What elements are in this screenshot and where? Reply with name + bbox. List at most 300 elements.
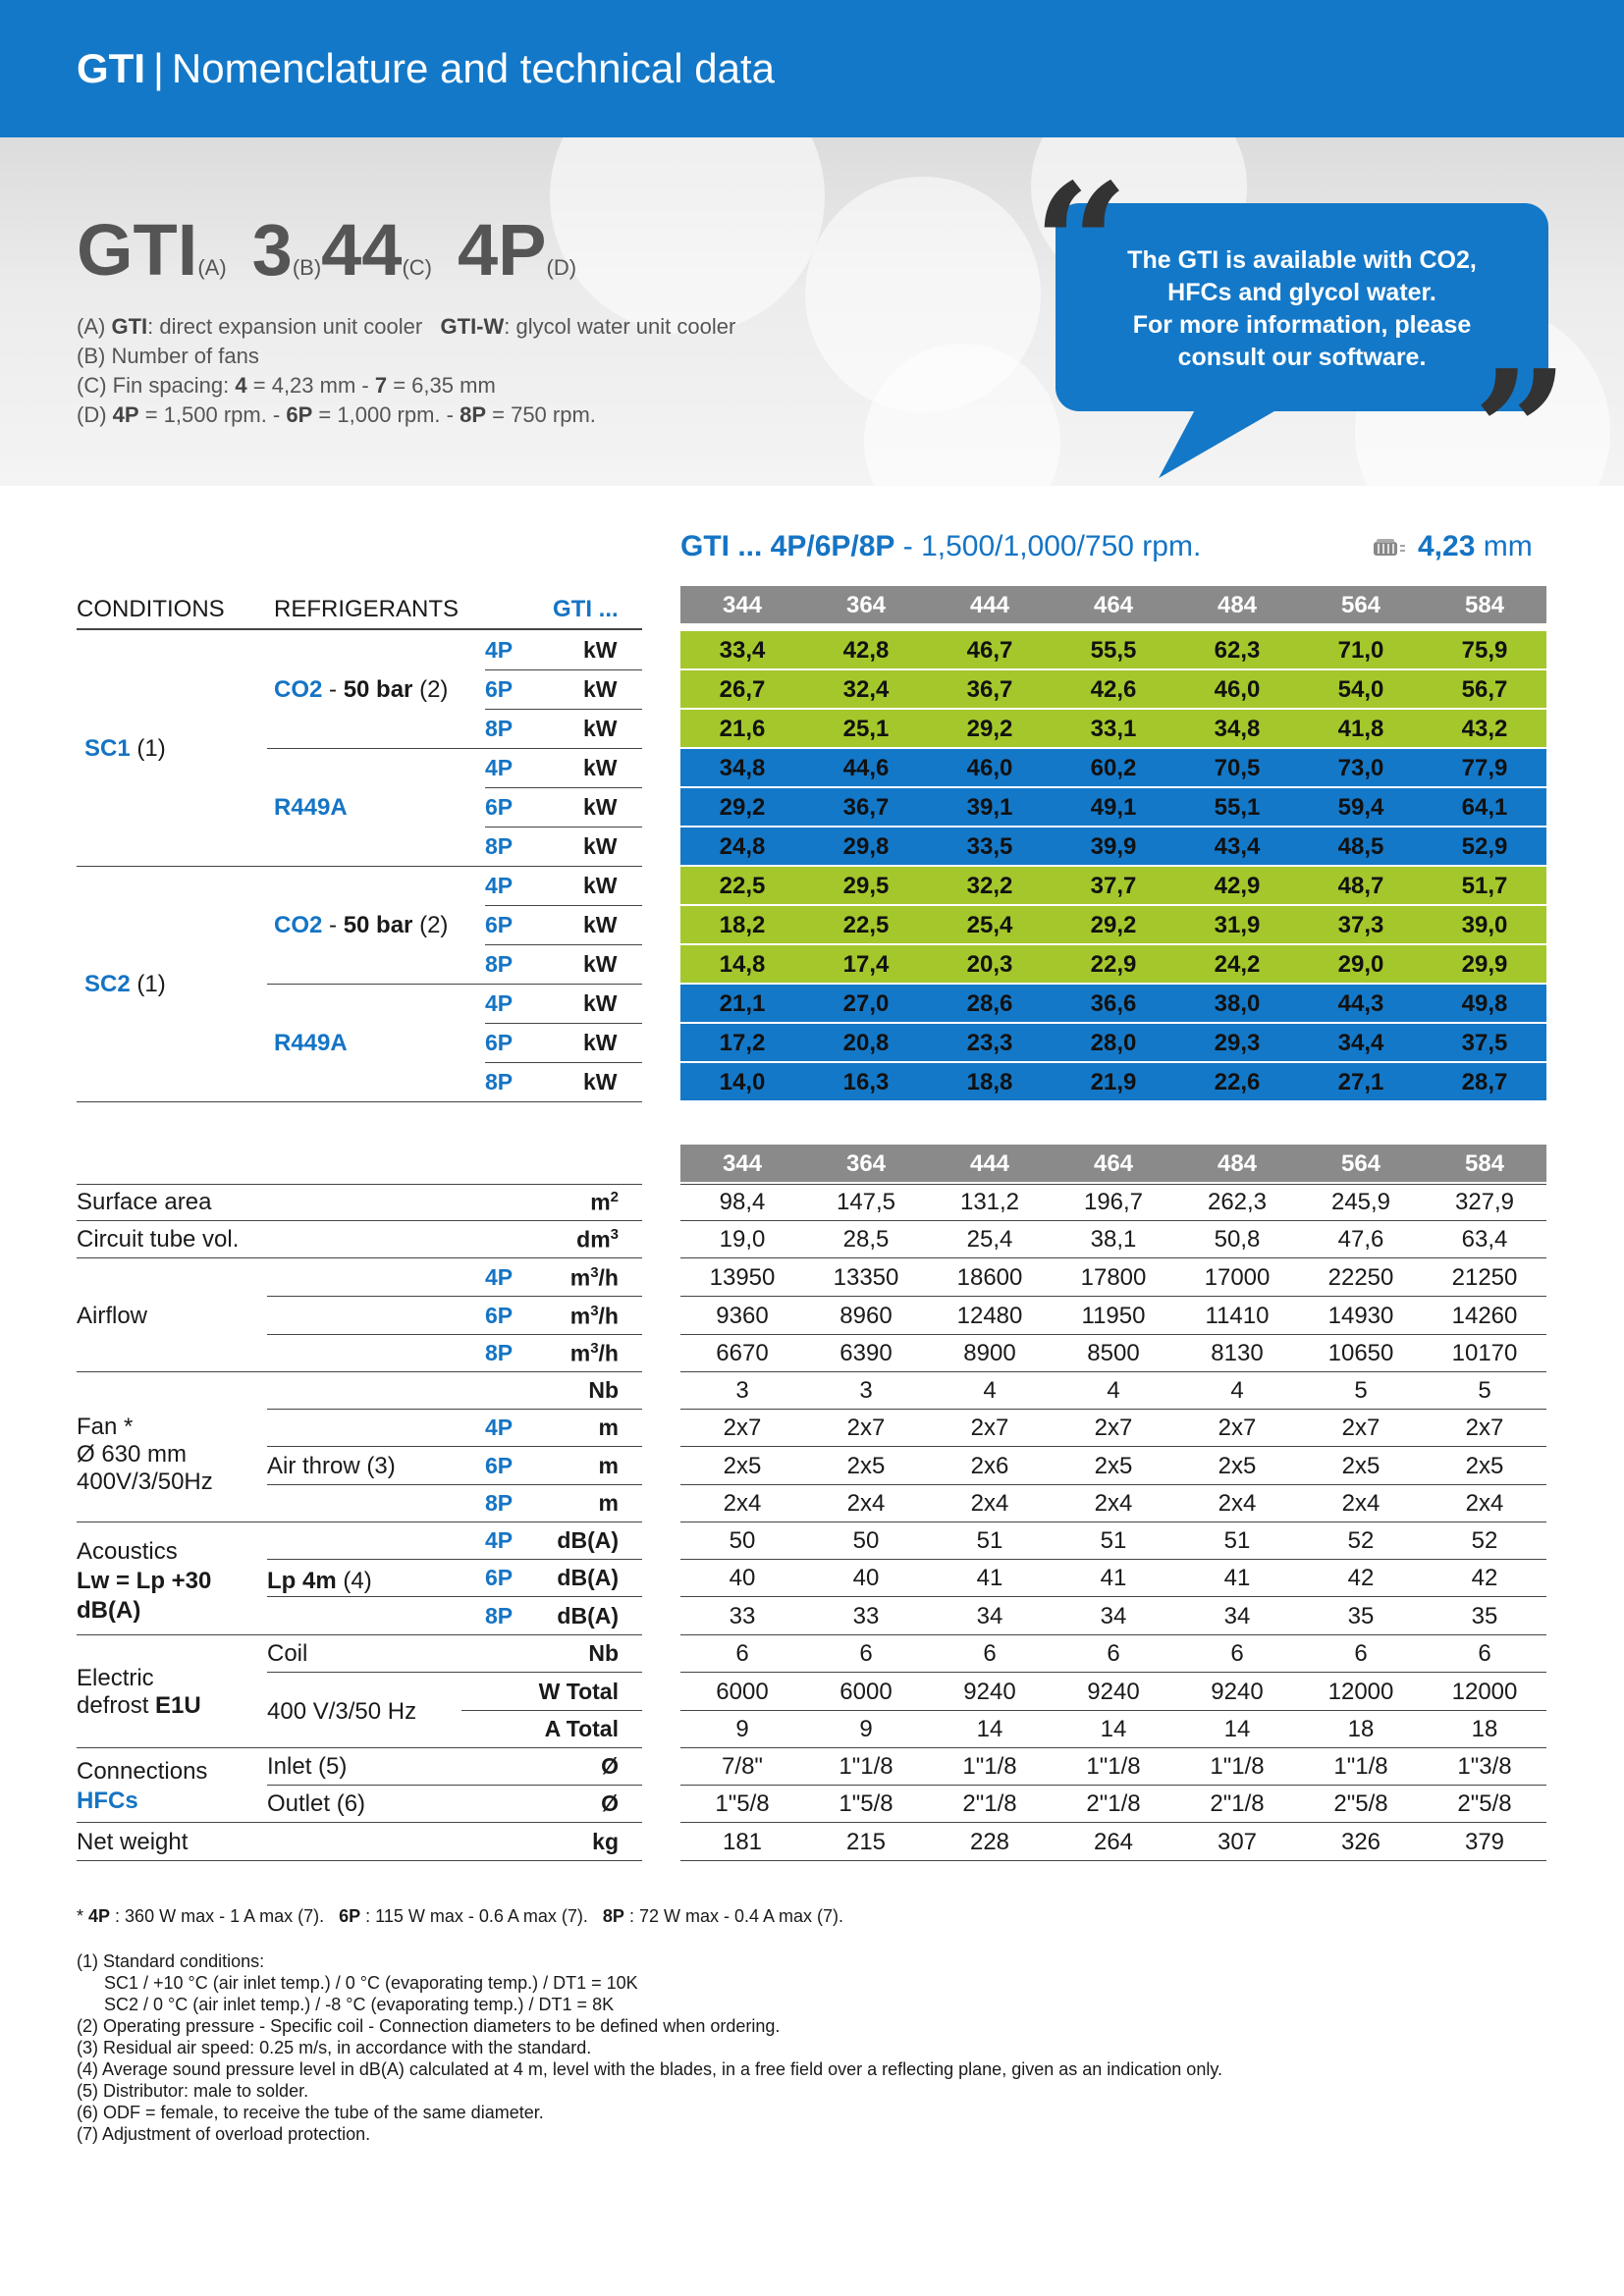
spec-value: 10650 [1327,1340,1394,1366]
capacity-value: 41,8 [1337,716,1384,742]
unit-text: Ø [601,1753,619,1779]
speed-label: 8P [485,1603,514,1629]
fan-label-line: Ø 630 mm [77,1441,188,1468]
speed-label: 6P [485,794,514,820]
capacity-value: 60,2 [1090,755,1137,781]
unit-label [471,1716,619,1742]
spec-value: 6 [983,1640,997,1667]
unit-text: m [598,1415,619,1440]
capacity-value: 18,2 [719,912,766,938]
capacity-value: 32,4 [842,676,890,703]
speed-label: 8P [485,1490,514,1516]
capacity-value: 46,7 [966,637,1013,664]
spec-top-line-left [77,1184,642,1185]
unit-label: kW [583,637,618,663]
speed-label: 4P [485,1415,514,1440]
refrigerant-part: - [322,912,344,938]
spec-value: 2x4 [1218,1490,1257,1517]
unit-text: Nb [588,1640,619,1666]
row-divider [485,1023,642,1024]
spec-value: 6000 [839,1679,893,1705]
capacity-value: 25,1 [842,716,890,742]
model-header: 344 [722,1150,763,1177]
capacity-value: 36,7 [966,676,1013,703]
capacity-value: 55,1 [1214,794,1261,821]
spec-divider-right [680,1334,1546,1335]
capacity-row [680,710,1546,747]
spec-divider-left [77,1860,642,1861]
spec-value: 33 [729,1603,756,1629]
footnotes [77,1950,1222,2145]
capacity-value: 39,0 [1461,912,1508,938]
unit-text: m [598,1453,619,1478]
defrost-part: E1U [155,1692,201,1719]
spec-value: 2x7 [1094,1415,1133,1441]
lp-label [267,1568,372,1595]
spec-values [680,1640,1546,1670]
speed-label: 4P [485,755,514,780]
spec-value: 1"1/8 [839,1753,893,1780]
spec-label: Surface area [77,1189,212,1215]
capacity-value: 39,9 [1090,833,1137,860]
capacity-value: 46,0 [966,755,1013,781]
spec-divider-left [77,1747,642,1748]
fan-label-line: 400V/3/50Hz [77,1468,213,1495]
spec-values [680,1264,1546,1294]
spec-divider-left [77,1220,642,1221]
unit-tail: /h [598,1264,619,1291]
spec-value: 9360 [716,1303,769,1329]
spec-divider-right [680,1634,1546,1635]
fan-footnote: * 4P : 360 W max - 1 A max (7). 6P : 115 W max - 0.6 A max (7). 8P : 72 W max - 0.4 A max (7). [77,1906,844,1926]
refrigerant-part: CO2 [274,912,323,938]
capacity-value: 75,9 [1461,637,1508,664]
refrigerant-part: (2) [412,912,449,938]
refrigerant-part: 50 bar [343,676,413,703]
block-divider [267,748,642,749]
capacity-value: 33,4 [719,637,766,664]
capacity-value: 34,4 [1337,1030,1384,1056]
unit-label [471,1829,619,1855]
spec-value: 2"1/8 [1086,1790,1141,1817]
spec-divider-left [77,1257,642,1258]
refrigerants-header: REFRIGERANTS [274,596,460,622]
spec-value: 326 [1340,1829,1381,1855]
footnote-line: (6) ODF = female, to receive the tube of the same diameter. [77,2103,544,2122]
spec-value: 131,2 [959,1189,1020,1215]
spec-value: 147,5 [836,1189,896,1215]
spec-values [680,1415,1546,1444]
row-divider [485,944,642,945]
capacity-row [680,867,1546,904]
acoustics-label [77,1537,211,1626]
condition-part: (1) [130,735,166,762]
acoustics-line: Lw = Lp +30 [77,1568,212,1594]
spec-value: 18600 [956,1264,1023,1291]
model-legend: (A) GTI: direct expansion unit cooler GTI-W: glycol water unit cooler (B) Number of fans (C) Fin spacing: 4 = 4,23 mm - 7 = 6,35 mm (D) 4P = 1,500 rpm. - 6P = 1,000 rpm. - 8P = 750 rpm. [77,314,736,427]
spec-header-row [680,1145,1546,1182]
spec-divider-left [267,1484,642,1485]
capacity-value: 42,6 [1090,676,1137,703]
spec-value: 6 [1478,1640,1491,1667]
fan-label [77,1414,213,1496]
block-divider [267,984,642,985]
refrigerant-part: (2) [412,676,449,703]
spec-divider-left [461,1710,642,1711]
unit-text: Nb [588,1377,619,1403]
capacity-value: 46,0 [1214,676,1261,703]
unit-label [471,1226,619,1254]
row-divider [485,827,642,828]
spec-value: 5 [1354,1377,1368,1404]
refrigerant-label [274,912,448,939]
capacity-row [680,670,1546,708]
spec-value: 2x5 [1341,1453,1380,1479]
condition-label [84,971,166,998]
spec-value: 28,5 [842,1226,890,1253]
spec-value: 34 [976,1603,1003,1629]
connections-line: HFCs [77,1788,138,1814]
spec-value: 9 [859,1716,873,1742]
footnote-line: (5) Distributor: male to solder. [77,2081,309,2101]
spec-divider-right [680,1710,1546,1711]
capacity-row [680,788,1546,826]
spec-value: 9 [735,1716,749,1742]
spec-value: 12480 [956,1303,1023,1329]
unit-text: m [569,1303,591,1329]
capacity-value: 39,1 [966,794,1013,821]
capacity-value: 23,3 [966,1030,1013,1056]
spec-value: 6390 [839,1340,893,1366]
spec-divider-right [680,1672,1546,1673]
spec-value: 17000 [1204,1264,1271,1291]
spec-value: 42 [1347,1565,1375,1591]
spec-value: 1"5/8 [839,1790,893,1817]
spec-value: 10170 [1451,1340,1518,1366]
capacity-value: 28,7 [1461,1069,1508,1095]
unit-text: dm [576,1226,611,1253]
speed-label: 8P [485,1340,514,1365]
spec-value: 2x7 [1341,1415,1380,1441]
condition-part: SC2 [84,971,131,997]
spec-value: 1"1/8 [962,1753,1017,1780]
capacity-value: 16,3 [842,1069,890,1095]
spec-divider-left [267,1409,642,1410]
spec-value: 6 [735,1640,749,1667]
speed-label: 6P [485,912,514,937]
row-divider [485,905,642,906]
spec-value: 2x5 [1465,1453,1504,1479]
spec-value: 12000 [1327,1679,1394,1705]
lp-part: Lp 4m [267,1568,337,1594]
capacity-value: 22,9 [1090,951,1137,978]
speed-label: 4P [485,1264,514,1290]
spec-value: 4 [983,1377,997,1404]
capacity-value: 55,5 [1090,637,1137,664]
capacity-value: 42,8 [842,637,890,664]
unit-label [471,1753,619,1780]
spec-value: 14930 [1327,1303,1394,1329]
spec-value: 379 [1464,1829,1505,1855]
spec-value: 2x7 [846,1415,886,1441]
spec-value: 51 [1223,1527,1251,1554]
gti-header: GTI ... [553,596,619,622]
capacity-value: 28,0 [1090,1030,1137,1056]
speed-label: 4P [485,1527,514,1553]
spec-value: 262,3 [1207,1189,1268,1215]
spec-value: 2"1/8 [962,1790,1017,1817]
unit-text: m [569,1340,591,1366]
capacity-value: 29,0 [1337,951,1384,978]
row-divider [485,669,642,670]
capacity-value: 48,5 [1337,833,1384,860]
spec-value: 2x5 [723,1453,762,1479]
capacity-value: 73,0 [1337,755,1384,781]
unit-text: m [590,1189,611,1215]
unit-label: kW [583,873,618,898]
capacity-row [680,985,1546,1022]
model-header: 444 [969,592,1010,618]
spec-value: 8960 [839,1303,893,1329]
spec-value: 7/8" [722,1753,763,1780]
capacity-value: 49,1 [1090,794,1137,821]
capacity-value: 38,0 [1214,990,1261,1017]
unit-label [471,1377,619,1404]
capacity-value: 64,1 [1461,794,1508,821]
connections-line: Connections [77,1758,208,1785]
fin-spacing: 4,23 mm [1373,530,1533,563]
spec-value: 245,9 [1330,1189,1391,1215]
conditions-header: CONDITIONS [77,596,225,622]
footnote-line: (3) Residual air speed: 0.25 m/s, in accordance with the standard. [77,2038,592,2057]
capacity-value: 22,5 [842,912,890,938]
capacity-value: 27,0 [842,990,890,1017]
speed-label: 6P [485,1565,514,1590]
speed-label: 8P [485,716,514,741]
spec-value: 14 [976,1716,1003,1742]
capacity-value: 29,2 [966,716,1013,742]
spec-divider-right [680,1747,1546,1748]
spec-value: 40 [729,1565,756,1591]
capacity-value: 26,7 [719,676,766,703]
defrost-part: defrost [77,1692,156,1719]
spec-value: 264 [1093,1829,1134,1855]
spec-values [680,1679,1546,1708]
spec-value: 1"1/8 [1210,1753,1265,1780]
capacity-value: 14,0 [719,1069,766,1095]
spec-value: 34 [1223,1603,1251,1629]
row-divider [485,1062,642,1063]
model-header: 364 [845,1150,887,1177]
model-header: 564 [1340,1150,1381,1177]
capacity-value: 29,3 [1214,1030,1261,1056]
capacity-value: 37,5 [1461,1030,1508,1056]
spec-value: 34 [1100,1603,1127,1629]
spec-value: 2x4 [1341,1490,1380,1517]
unit-text: dB(A) [557,1527,619,1553]
spec-value: 18 [1471,1716,1498,1742]
unit-text: m [598,1490,619,1516]
row-divider [485,709,642,710]
model-header: 344 [722,592,763,618]
unit-text: Ø [601,1790,619,1816]
spec-divider-left [267,1672,642,1673]
model-code: GTI(A) 3(B)44(C) 4P(D) [77,209,577,291]
capacity-value: 37,3 [1337,912,1384,938]
speed-label: 8P [485,951,514,977]
model-header: 484 [1217,1150,1258,1177]
unit-label [471,1790,619,1817]
spec-divider-left [267,1559,642,1560]
unit-label [471,1340,619,1367]
capacity-value: 42,9 [1214,873,1261,899]
spec-label: Circuit tube vol. [77,1226,240,1253]
unit-label: kW [583,1069,618,1095]
spec-value: 9240 [963,1679,1016,1705]
spec-value: 181 [722,1829,763,1855]
capacity-value: 36,7 [842,794,890,821]
spec-value: 2x4 [970,1490,1009,1517]
spec-divider-right [680,1220,1546,1221]
capacity-header-row [680,586,1546,623]
spec-value: 14260 [1451,1303,1518,1329]
speed-label: 4P [485,873,514,898]
model-header: 464 [1093,592,1134,618]
spec-value: 6 [1230,1640,1244,1667]
capacity-value: 48,7 [1337,873,1384,899]
footnote-line: (2) Operating pressure - Specific coil - Connection diameters to be defined when ordering. [77,2016,781,2036]
speed-label: 6P [485,1303,514,1328]
unit-sup: 3 [590,1303,599,1319]
unit-label [471,1640,619,1667]
spec-value: 2"1/8 [1210,1790,1265,1817]
capacity-row [680,631,1546,668]
unit-label [471,1527,619,1554]
speed-label: 4P [485,990,514,1016]
spec-values [680,1790,1546,1820]
footnote-line: SC1 / +10 °C (air inlet temp.) / 0 °C (evaporating temp.) / DT1 = 10K [104,1973,638,1993]
spec-divider-left [267,1296,642,1297]
unit-label: kW [583,755,618,780]
spec-values [680,1340,1546,1369]
spec-value: 9240 [1087,1679,1140,1705]
fin-spacing-icon [1373,538,1406,558]
capacity-value: 21,9 [1090,1069,1137,1095]
capacity-value: 17,4 [842,951,890,978]
spec-value: 52 [1471,1527,1498,1554]
spec-values [680,1829,1546,1858]
unit-label [471,1565,619,1591]
capacity-value: 21,1 [719,990,766,1017]
capacity-value: 77,9 [1461,755,1508,781]
capacity-value: 34,8 [1214,716,1261,742]
condition-label [84,735,166,763]
capacity-row [680,828,1546,865]
capacity-row [680,945,1546,983]
defrost-label [77,1665,201,1720]
spec-value: 2x7 [723,1415,762,1441]
spec-value: 8130 [1211,1340,1264,1366]
spec-divider-left [77,1634,642,1635]
spec-divider-left [267,1785,642,1786]
spec-value: 2x5 [846,1453,886,1479]
refrigerant-part: R449A [274,794,348,821]
spec-value: 18 [1347,1716,1375,1742]
spec-values [680,1565,1546,1594]
spec-value: 2x7 [970,1415,1009,1441]
spec-value: 5 [1478,1377,1491,1404]
spec-divider-right [680,1409,1546,1410]
capacity-value: 54,0 [1337,676,1384,703]
spec-value: 22250 [1327,1264,1394,1291]
connections-label [77,1757,207,1816]
footnote-line: SC2 / 0 °C (air inlet temp.) / -8 °C (evaporating temp.) / DT1 = 8K [104,1995,615,2014]
capacity-value: 33,1 [1090,716,1137,742]
unit-text: m [569,1264,591,1291]
unit-label: kW [583,794,618,820]
spec-divider-right [680,1559,1546,1560]
capacity-value: 62,3 [1214,637,1261,664]
unit-tail: /h [598,1340,619,1366]
spec-divider-right [680,1596,1546,1597]
capacity-value: 31,9 [1214,912,1261,938]
spec-value: 98,4 [719,1189,766,1215]
spec-value: 3 [735,1377,749,1404]
spec-value: 2x4 [846,1490,886,1517]
capacity-value: 21,6 [719,716,766,742]
spec-value: 4 [1230,1377,1244,1404]
spec-value: 19,0 [719,1226,766,1253]
capacity-value: 14,8 [719,951,766,978]
capacity-value: 59,4 [1337,794,1384,821]
capacity-value: 20,3 [966,951,1013,978]
spec-divider-right [680,1371,1546,1372]
quote-close-icon: ” [1473,334,1569,530]
refrigerant-part: - [322,676,344,703]
capacity-value: 37,7 [1090,873,1137,899]
spec-values [680,1490,1546,1520]
capacity-value: 34,8 [719,755,766,781]
capacity-row [680,1024,1546,1061]
spec-value: 17800 [1080,1264,1147,1291]
spec-value: 2"5/8 [1333,1790,1388,1817]
spec-value: 6000 [716,1679,769,1705]
spec-value: 40 [852,1565,880,1591]
spec-values [680,1189,1546,1218]
unit-label: kW [583,912,618,937]
unit-text: kg [592,1829,619,1854]
model-header: 584 [1464,592,1505,618]
capacity-value: 70,5 [1214,755,1261,781]
spec-value: 41 [976,1565,1003,1591]
spec-value: 3 [859,1377,873,1404]
spec-label: Net weight [77,1829,189,1855]
capacity-value: 27,1 [1337,1069,1384,1095]
refrigerant-label [274,1030,348,1057]
spec-values [680,1303,1546,1332]
spec-value: 2x7 [1218,1415,1257,1441]
group-divider [77,866,642,867]
capacity-value: 24,8 [719,833,766,860]
spec-value: 11950 [1081,1303,1146,1329]
unit-label [471,1303,619,1330]
spec-value: 6 [859,1640,873,1667]
spec-value: 6 [1107,1640,1120,1667]
spec-value: 307 [1217,1829,1258,1855]
capacity-value: 51,7 [1461,873,1508,899]
unit-sup: 3 [590,1340,599,1357]
unit-text: dB(A) [557,1603,619,1629]
